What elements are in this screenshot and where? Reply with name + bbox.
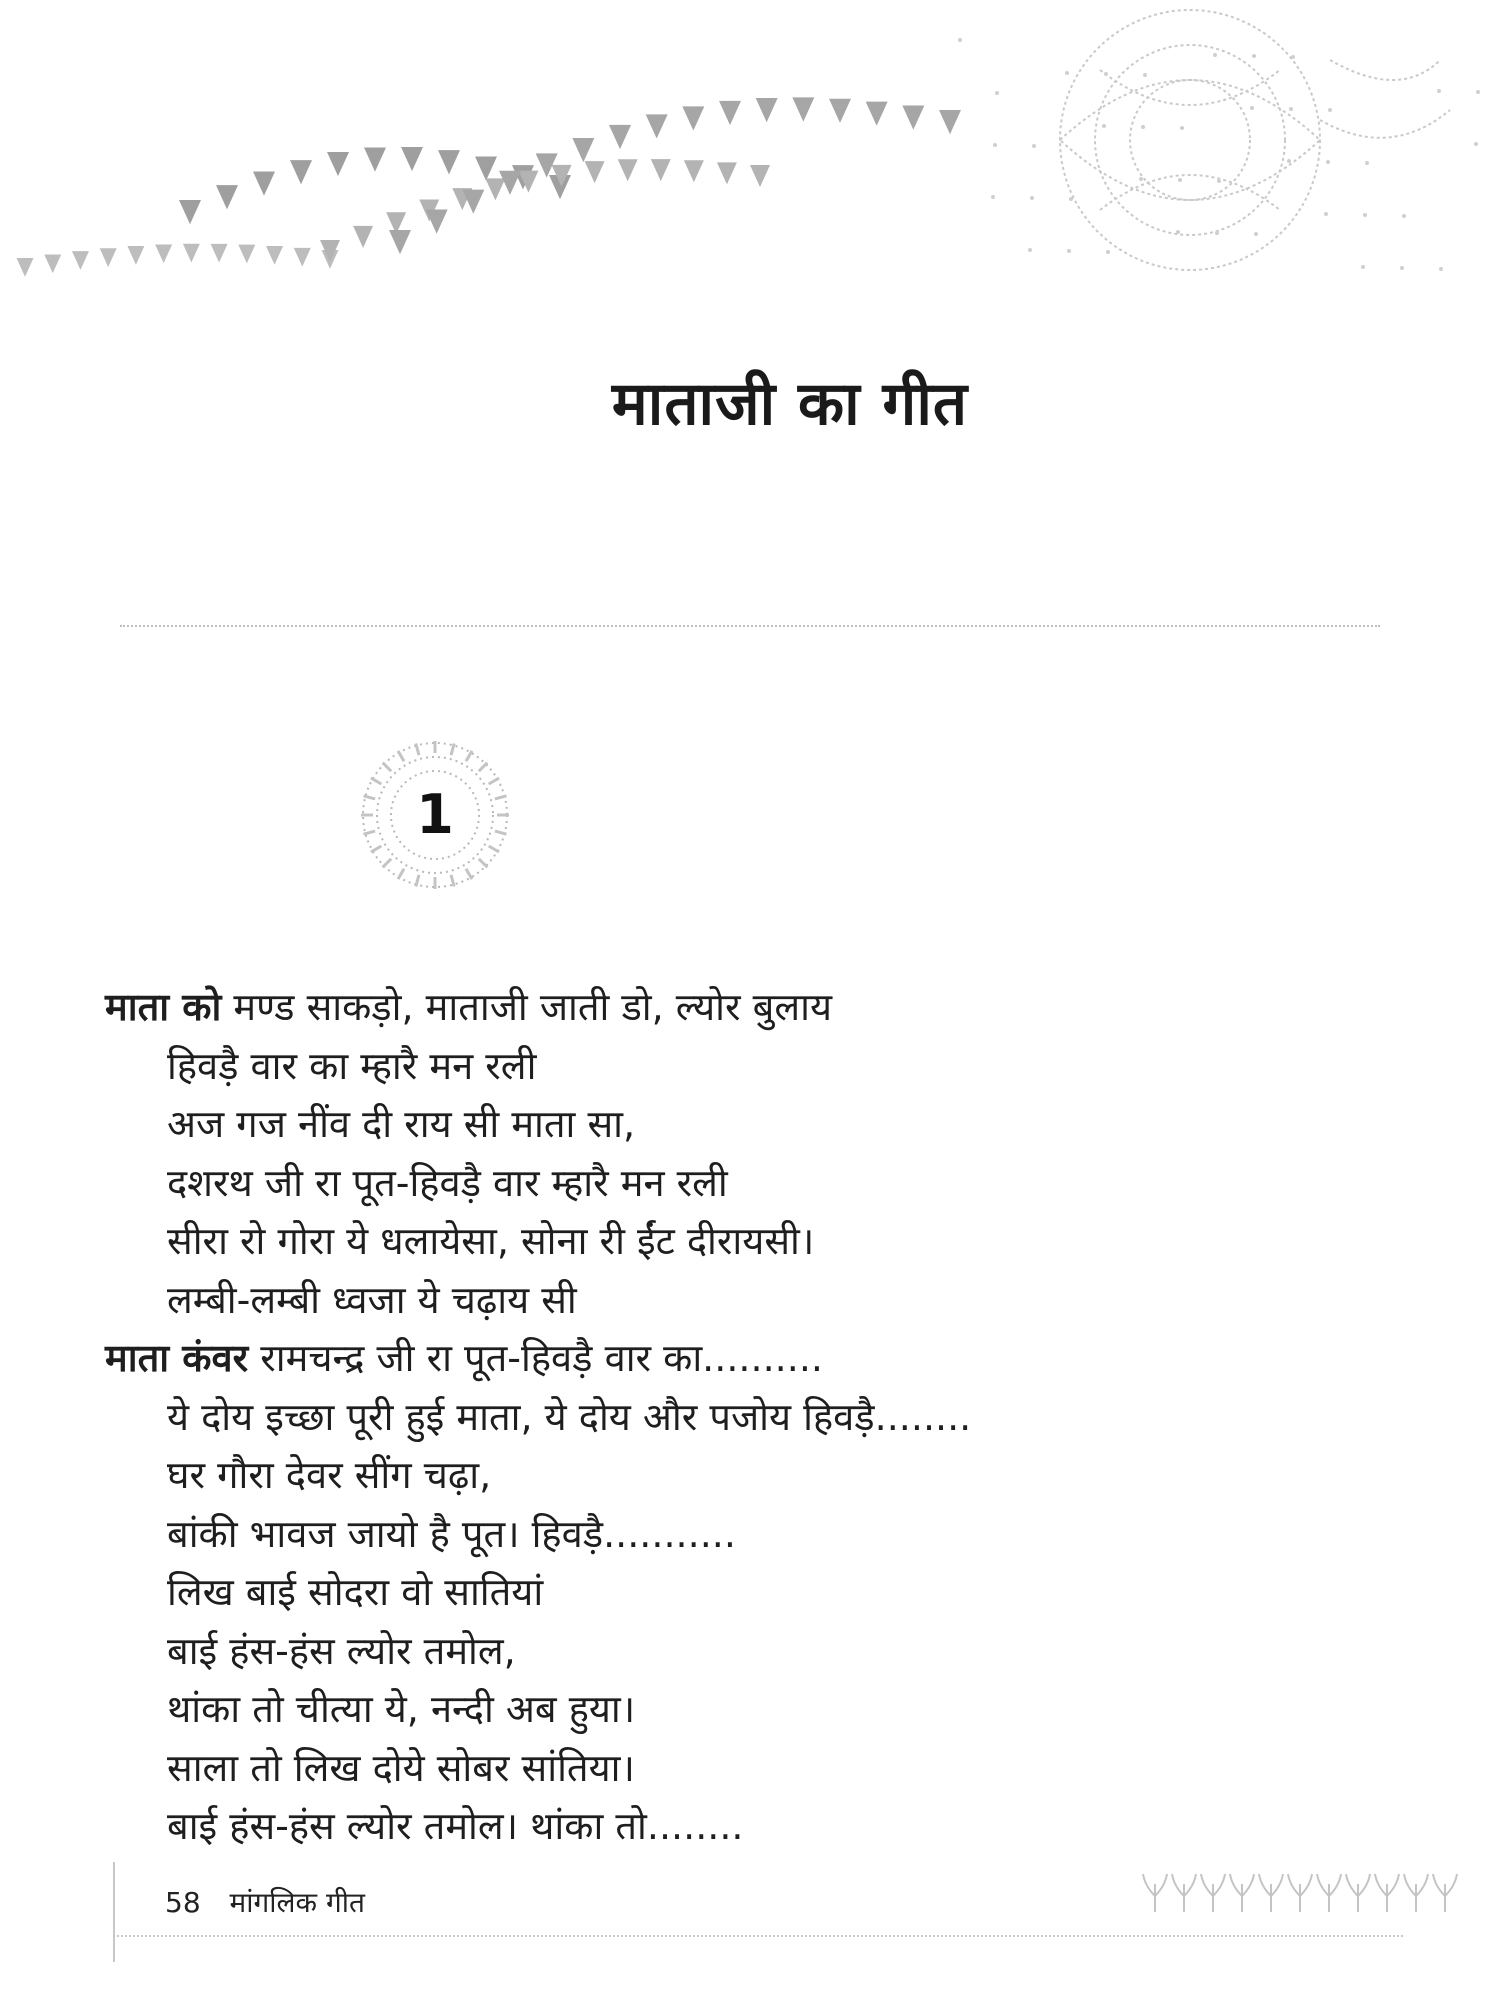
decorative-dot (1028, 248, 1032, 252)
footer-sprig (1288, 1874, 1312, 1912)
footer-sprig (1230, 1874, 1254, 1912)
page-footer (165, 1878, 365, 1928)
bunting-flag (100, 248, 117, 267)
verse-line-text: बाई हंस-हंस ल्योर तमोल। थांका तो........ (167, 1804, 744, 1848)
verse-line-text: सीरा रो गोरा ये धलायेसा, सोना री ईंट दीरायसी। (167, 1219, 815, 1263)
verse-line (105, 1797, 1325, 1856)
bunting-flag (792, 97, 814, 121)
decorative-dot (1176, 230, 1180, 234)
decorative-dot (1254, 232, 1258, 236)
verse-line (105, 1095, 1325, 1154)
badge-ray (416, 744, 419, 756)
bunting-flag (179, 200, 201, 224)
footer-dotted-rule (113, 1935, 1403, 1937)
verse-line (105, 1739, 1325, 1798)
decorative-dot (1361, 265, 1365, 269)
verse-line-text: बांकी भावज जायो है पूत। हिवड़ै........... (167, 1511, 736, 1556)
badge-ray (398, 751, 404, 761)
bunting-flag (183, 244, 200, 263)
verse-line (105, 1446, 1325, 1505)
verse-line (105, 978, 1325, 1037)
verse-line (105, 1680, 1325, 1739)
bunting-flags (17, 97, 962, 276)
bunting-flag (17, 258, 34, 277)
decorative-dot (1324, 212, 1328, 216)
decorative-dot (1363, 213, 1367, 217)
verse-line-text: बाई हंस-हंस ल्योर तमोल, (167, 1628, 516, 1673)
bunting-flag (216, 185, 238, 209)
decorative-dot (1400, 266, 1404, 270)
decorative-dot (1291, 55, 1295, 59)
bunting-flag (438, 150, 460, 174)
decorative-dot (958, 38, 962, 42)
badge-ray (398, 869, 404, 879)
bunting-flag (389, 230, 411, 254)
bunting-flag (72, 251, 89, 270)
bunting-flag (684, 160, 704, 182)
bunting-flag (646, 114, 668, 138)
verse-line (105, 1505, 1325, 1564)
decorative-dot (1326, 160, 1330, 164)
decorative-dot (1139, 177, 1143, 181)
bunting-flag (585, 161, 605, 183)
decorative-dot (1067, 249, 1071, 253)
badge-ray (466, 751, 472, 761)
decorative-dot (1030, 196, 1034, 200)
song-number: 1 (416, 783, 454, 846)
verse-line (105, 1388, 1325, 1447)
footer-sprig (1143, 1874, 1167, 1912)
bunting-flag (238, 245, 255, 264)
decorative-dot (1143, 73, 1147, 77)
decorative-dot (1402, 214, 1406, 218)
decorative-dot (1215, 231, 1219, 235)
page-title: माताजी का गीत (611, 369, 969, 439)
footer-sprig (1346, 1874, 1370, 1912)
bunting-flag (327, 152, 349, 176)
decorative-dot (1102, 124, 1106, 128)
verse-line (105, 1212, 1325, 1271)
verse-line-text: ये दोय इच्छा पूरी हुई माता, ये दोय और पजोय हिवड़ै........ (167, 1394, 972, 1439)
decorative-dots (958, 38, 1480, 271)
decorative-dot (1178, 178, 1182, 182)
verse-line-lead: माता को (105, 985, 222, 1029)
verse-line-text: दशरथ जी रा पूत-हिवड़ै वार म्हारै मन रली (167, 1160, 728, 1205)
bunting-flag (750, 165, 770, 187)
bunting-flag (682, 106, 704, 130)
verse-line (105, 1563, 1325, 1622)
bunting-flag (426, 210, 448, 234)
bunting-flag (829, 99, 851, 123)
decorative-dot (1252, 54, 1256, 58)
footer-vertical-rule (113, 1862, 115, 1962)
bunting-flag (651, 159, 671, 181)
verse-line-text: लम्बी-लम्बी ध्वजा ये चढ़ाय सी (167, 1277, 577, 1322)
verse-line-text: अज गज नींव दी राय सी माता सा, (167, 1102, 636, 1146)
badge-ray (479, 859, 487, 867)
decorative-dot (1365, 161, 1369, 165)
decorative-dot (991, 195, 995, 199)
decorative-dot (1213, 53, 1217, 57)
verse-block (105, 978, 1325, 1856)
bunting-flag (44, 254, 61, 273)
bunting-flag (618, 159, 638, 181)
bunting-flag (475, 156, 497, 180)
decorative-dot (1217, 179, 1221, 183)
badge-ray (416, 875, 419, 887)
footer-sprig (1172, 1874, 1196, 1912)
verse-line-text: साला तो लिख दोये सोबर सांतिया। (167, 1745, 635, 1790)
verse-line-text: मण्ड साकड़ो, माताजी जाती डो, ल्योर बुलाय (221, 985, 832, 1029)
verse-line-text: लिख बाई सोदरा वो सातियां (167, 1570, 544, 1614)
page-number: 58 (165, 1886, 201, 1919)
badge-ray (466, 869, 472, 879)
decorative-dot (1250, 106, 1254, 110)
bunting-flag (294, 248, 311, 267)
decorative-dot (993, 143, 997, 147)
decorative-dot (1141, 125, 1145, 129)
bunting-flag (401, 147, 423, 171)
mandala-ornament (1060, 10, 1450, 270)
bunting-flag (290, 160, 312, 184)
bunting-flag (485, 178, 505, 200)
running-book-title: मांगलिक गीत (229, 1886, 365, 1919)
decorative-dot (1439, 267, 1443, 271)
bunting-flag (253, 171, 275, 195)
footer-sprig (1259, 1874, 1283, 1912)
footer-sprig (1317, 1874, 1341, 1912)
bunting-flag (211, 244, 228, 263)
bunting-decoration (0, 0, 1500, 330)
footer-floral-ornament (1140, 1862, 1470, 1922)
dotted-divider (120, 625, 1380, 627)
footer-sprig (1404, 1874, 1428, 1912)
decorative-dot (995, 91, 999, 95)
decorative-dot (1328, 108, 1332, 112)
decorative-dot (1289, 107, 1293, 111)
decorative-dot (1106, 250, 1110, 254)
decorative-dot (1069, 197, 1073, 201)
footer-sprig (1201, 1874, 1225, 1912)
footer-sprig (1433, 1874, 1457, 1912)
verse-line (105, 1271, 1325, 1330)
bunting-flag (902, 106, 924, 130)
bunting-flag (127, 246, 144, 265)
bunting-flag (609, 125, 631, 149)
badge-ray (383, 859, 391, 867)
bunting-flag (719, 101, 741, 125)
verse-line-text: रामचन्द्र जी रा पूत-हिवड़ै वार का.......... (248, 1336, 823, 1380)
decorative-dot (1180, 126, 1184, 130)
verse-line (105, 1622, 1325, 1681)
verse-line (105, 1329, 1325, 1388)
decorative-dot (1065, 71, 1069, 75)
decorative-dot (1032, 144, 1036, 148)
bunting-flag (756, 98, 778, 122)
bunting-flag (266, 246, 283, 265)
decorative-dot (1287, 159, 1291, 163)
bunting-flag (364, 148, 386, 172)
decorative-dot (1476, 90, 1480, 94)
bunting-flag (717, 162, 737, 184)
verse-line-text: घर गौरा देवर सींग चढ़ा, (167, 1453, 492, 1497)
verse-line-lead: माता कंवर (105, 1336, 249, 1380)
bunting-flag (353, 226, 373, 248)
bunting-flag (939, 110, 961, 134)
verse-line (105, 1154, 1325, 1213)
verse-line-text: हिवड़ै वार का म्हारै मन रली (167, 1043, 537, 1088)
decorative-dot (1474, 142, 1478, 146)
decorative-dot (1437, 89, 1441, 93)
decorative-dot (1104, 72, 1108, 76)
verse-line (105, 1037, 1325, 1096)
bunting-flag (866, 102, 888, 126)
verse-line-text: थांका तो चीत्या ये, नन्दी अब हुया। (167, 1687, 636, 1731)
footer-sprig (1375, 1874, 1399, 1912)
bunting-flag (572, 138, 594, 162)
bunting-flag (155, 244, 172, 263)
